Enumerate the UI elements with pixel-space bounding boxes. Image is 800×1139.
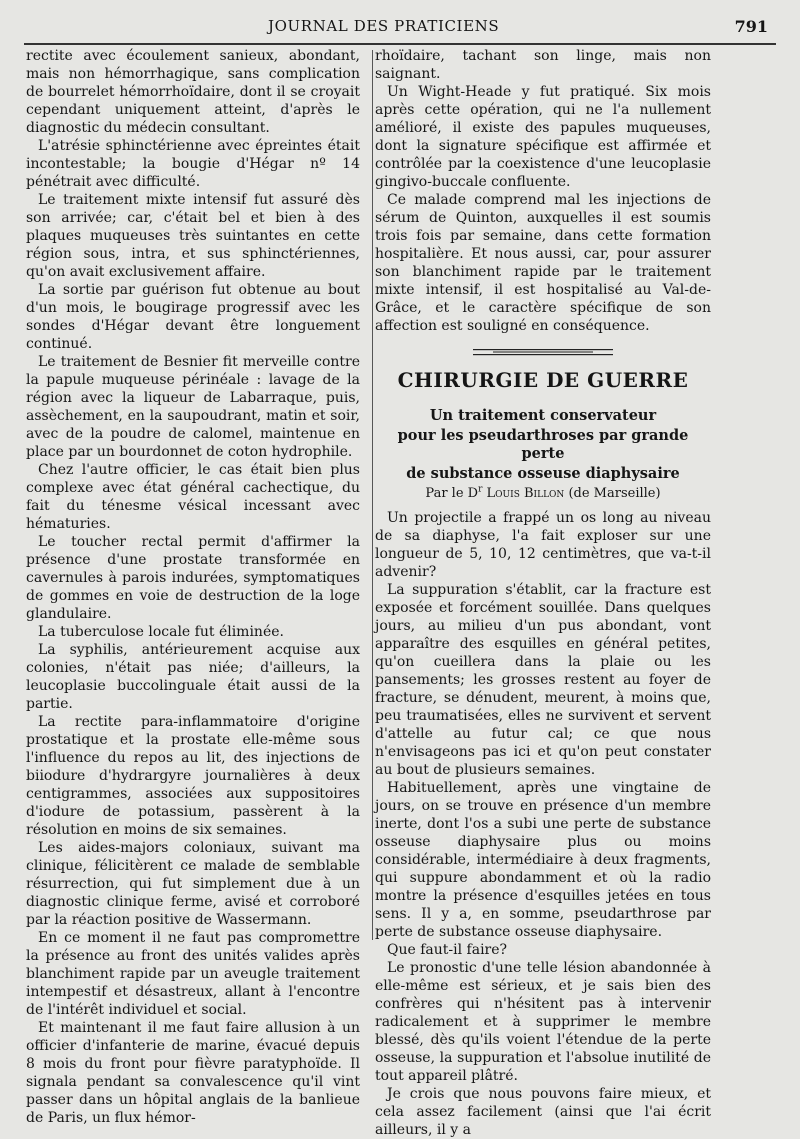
paragraph: Le toucher rectal permit d'affirmer la présence d'une prostate transformée en cavernules à parois indurées, symptomatiques de gommes en voie de destruction de la loge glandulaire. — [26, 534, 360, 622]
running-title: JOURNAL DES PRATICIENS — [268, 17, 500, 35]
page-number: 791 — [734, 17, 768, 36]
paragraph: La sortie par guérison fut obtenue au bout d'un mois, le bougirage progressif avec les sondes d'Hégar devant être longuement continué. — [26, 282, 360, 352]
paragraph: La suppuration s'établit, car la fracture est exposée et forcément souillée. Dans quelques jours, au milieu d'un pus abondant, vont apparaître des esquilles en général petites, qu'on cueillera dans la plaie ou les pansements; les grosses restent au foyer de fracture, se dénudent, meurent, à moins que, peu traumatisées, elles ne survivent et servent d'attelle au futur cal; ce que nous n'envisageons pas ici et qu'on peut constater au bout de plusieurs semaines. — [375, 582, 711, 778]
article-title-line: de substance osseuse diaphysaire — [406, 465, 680, 482]
paragraph: En ce moment il ne faut pas compromettre la présence au front des unités valides après blanchiment rapide par un aveugle traitement intempestif et désastreux, allant à l'encontre de l'intérêt individuel et social. — [26, 930, 360, 1018]
article-title-line: Un traitement conservateur — [429, 407, 657, 424]
paragraph: Que faut-il faire? — [387, 942, 508, 958]
paragraph: Le traitement mixte intensif fut assuré dès son arrivée; car, c'était bel et bien à des plaques muqueuses très suintantes en cette région sous, intra, et sus sphinctériennes, qu'on avait exclusivement affaire. — [26, 192, 360, 280]
paragraph: Un projectile a frappé un os long au niveau de sa diaphyse, l'a fait exploser sur une longueur de 5, 10, 12 centimètres, que va-t-il advenir? — [375, 510, 711, 580]
section-ornament — [473, 347, 613, 357]
byline-prefix: Par le D — [425, 486, 479, 501]
running-header — [0, 14, 800, 38]
article-title-line: pour les pseudarthroses par grande perte — [397, 427, 689, 462]
right-column — [375, 47, 711, 1139]
paragraph: Je crois que nous pouvons faire mieux, et cela assez facilement (ainsi que l'ai écrit ailleurs, il y a — [375, 1086, 711, 1138]
header-rule — [24, 43, 776, 45]
paragraph: Le pronostic d'une telle lésion abandonnée à elle-même est sérieux, et je sais bien des confrères qui n'hésitent pas à intervenir radicalement et à supprimer le membre blessé, dès qu'ils voient l'étendue de la perte osseuse, la suppuration et l'absolue inutilité de tout appareil plâtré. — [375, 960, 711, 1084]
paragraph: Habituellement, après une vingtaine de jours, on se trouve en présence d'un membre inerte, dont l'os a subi une perte de substance osseuse diaphysaire plus ou moins considérable, intermédiaire à deux fragments, qui suppure abondamment et où la radio montre la présence d'esquilles jetées en tous sens. Il y a, en somme, pseudarthrose par perte de substance osseuse diaphysaire. — [375, 780, 711, 940]
paragraph: rectite avec écoulement sanieux, abondant, mais non hémorrhagique, sans complication de bourrelet hémorrhoïdaire, dont il se croyait cependant uniquement atteint, d'après le diagnostic du médecin consultant. — [26, 48, 360, 136]
paragraph: Ce malade comprend mal les injections de sérum de Quinton, auxquelles il est soumis trois fois par semaine, dans cette formation hospitalière. Et nous aussi, car, pour assurer son blanchiment rapide par le traitement mixte intensif, il est hospitalisé au Val-de-Grâce, et le caractère spécifique de son affection est souligné en conséquence. — [375, 192, 711, 334]
article-title — [375, 407, 711, 483]
paragraph: rhoïdaire, tachant son linge, mais non saignant. — [375, 48, 711, 82]
author-place: (de Marseille) — [568, 486, 661, 501]
left-column — [26, 47, 360, 1127]
byline — [375, 485, 711, 503]
paragraph: La tuberculose locale fut éliminée. — [38, 624, 284, 640]
byline-sup: r — [478, 484, 483, 495]
paragraph: Et maintenant il me faut faire allusion à un officier d'infanterie de marine, évacué depuis 8 mois du front pour fièvre paratyphoïde. Il signala pendant sa convalescence qu'il vint passer dans un hôpital anglais de la banlieue de Paris, un flux hémor- — [26, 1020, 360, 1126]
column-divider — [372, 50, 373, 940]
paragraph: La rectite para-inflammatoire d'origine prostatique et la prostate elle-même sous l'influence du repos au lit, des injections de biiodure d'hydrargyre journalières à deux centigrammes, associées aux suppositoires d'iodure de potassium, passèrent à la résolution en moins de six semaines. — [26, 714, 360, 838]
paragraph: L'atrésie sphinctérienne avec épreintes était incontestable; la bougie d'Hégar nº 14 pénétrait avec difficulté. — [26, 138, 360, 190]
section-title: CHIRURGIE DE GUERRE — [397, 368, 689, 392]
paragraph: Le traitement de Besnier fit merveille contre la papule muqueuse périnéale : lavage de la région avec la liqueur de Labarraque, puis, assèchement, en la saupoudrant, matin et soir, avec de la poudre de calomel, maintenue en place par un bourdonnet de coton hydrophile. — [26, 354, 360, 460]
author-name: Louis Billon — [486, 486, 565, 501]
paragraph: Chez l'autre officier, le cas était bien plus complexe avec état général cachectique, du fait du ténesme vésical incessant avec hématuries. — [26, 462, 360, 532]
paragraph: Les aides-majors coloniaux, suivant ma clinique, félicitèrent ce malade de semblable résurrection, qui fut simplement due à un diagnostic clinique ferme, avisé et corroboré par la réaction positive de Wassermann. — [26, 840, 360, 928]
paragraph: La syphilis, antérieurement acquise aux colonies, n'était pas niée; d'ailleurs, la leucoplasie buccolinguale était aussi de la partie. — [26, 642, 360, 712]
paragraph: Un Wight-Heade y fut pratiqué. Six mois après cette opération, qui ne l'a nullement amélioré, il existe des papules muqueuses, dont la signature spécifique est affirmée et contrôlée par la coexistence d'une leucoplasie gingivo-buccale confluente. — [375, 84, 711, 190]
